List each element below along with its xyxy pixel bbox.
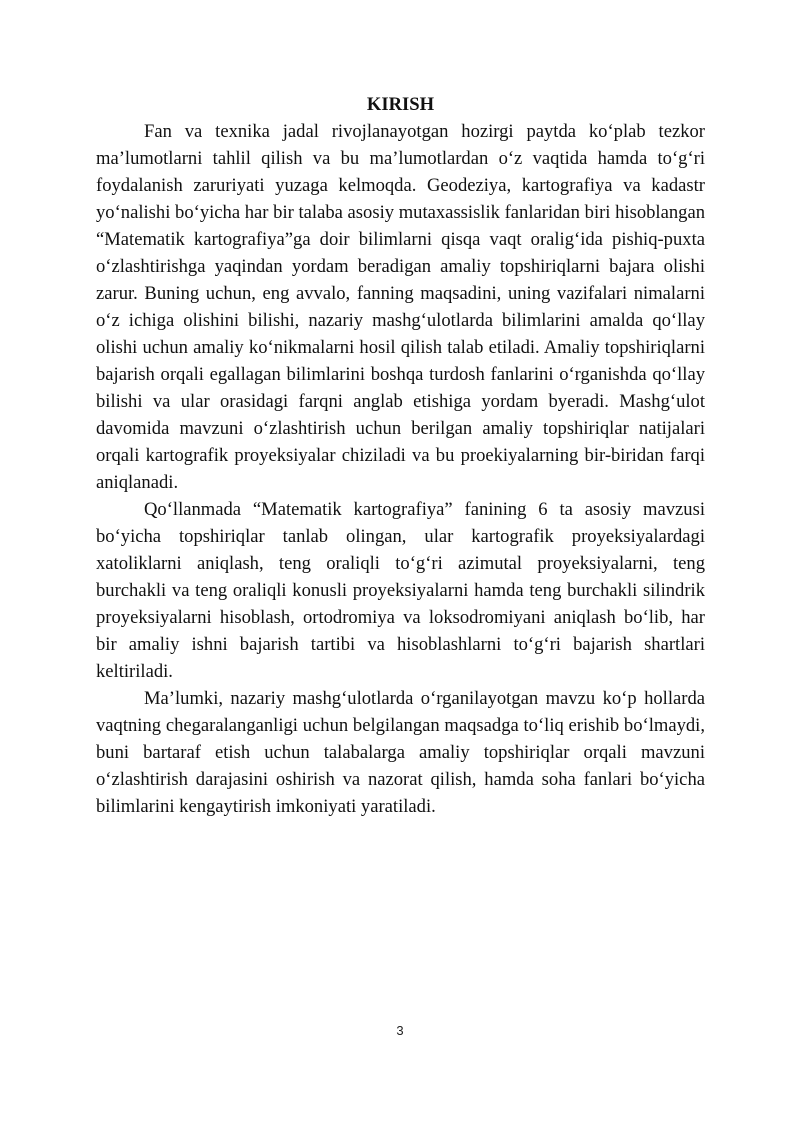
page-number: 3 bbox=[396, 1023, 404, 1038]
paragraph-1: Fan va texnika jadal rivojlanayotgan hozirgi paytda koʻplab tezkor maʼlumotlarni tahlil qilish va bu maʼlumotlardan oʻz vaqtida hamda toʻgʻri foydalanish zaruriyati yuzaga kelmoqda. Geodeziya, kartografiya va kadastr yoʻnalishi boʻyicha har bir talaba asosiy mutaxassislik fanlaridan biri hisoblangan “Matematik kartografiya”ga doir bilimlarni qisqa vaqt oraligʻida pishiq-puxta oʻzlashtirishga yaqindan yordam beradigan amaliy topshiriqlarni bajara olishi zarur. Buning uchun, eng avvalo, fanning maqsadini, uning vazifalari nimalarni oʻz ichiga olishini bilishi, nazariy mashgʻulotlarda bilimlarini amalda qoʻllay olishi uchun amaliy koʻnikmalarni hosil qilish talab etiladi. Amaliy topshiriqlarni bajarish orqali egallagan bilimlarini boshqa turdosh fanlarini oʻrganishda qoʻllay bilishi va ular orasidagi farqni anglab etishiga yordam byeradi. Mashgʻulot davomida mavzuni oʻzlashtirish uchun berilgan amaliy topshiriqlar natijalari orqali kartografik proyeksiyalar chiziladi va bu proekiyalarning bir-biridan farqi aniqlanadi. bbox=[96, 121, 705, 493]
page-title: KIRISH bbox=[366, 94, 435, 115]
paragraph-2: Qoʻllanmada “Matematik kartografiya” fanining 6 ta asosiy mavzusi boʻyicha topshiriqlar tanlab olingan, ular kartografik proyeksiyalardagi xatoliklarni aniqlash, teng oraliqli toʻgʻri azimutal proyeksiyalarni, teng burchakli va teng oraliqli konusli proyeksiyalarni hamda teng burchakli silindrik proyeksiyalarni hisoblash, ortodromiya va loksodromiyani aniqlash boʻlib, har bir amaliy ishni bajarish tartibi va hisoblashlarni toʻgʻri bajarish shartlari keltiriladi. bbox=[96, 499, 705, 682]
text-block bbox=[96, 91, 705, 820]
paragraph-3: Maʼlumki, nazariy mashgʻulotlarda oʻrganilayotgan mavzu koʻp hollarda vaqtning chegaralanganligi uchun belgilangan maqsadga toʻliq erishib boʻlmaydi, buni bartaraf etish uchun talabalarga amaliy topshiriqlar orqali mavzuni oʻzlashtirish darajasini oshirish va nazorat qilish, hamda soha fanlari boʻyicha bilimlarini kengaytirish imkoniyati yaratiladi. bbox=[96, 688, 705, 817]
